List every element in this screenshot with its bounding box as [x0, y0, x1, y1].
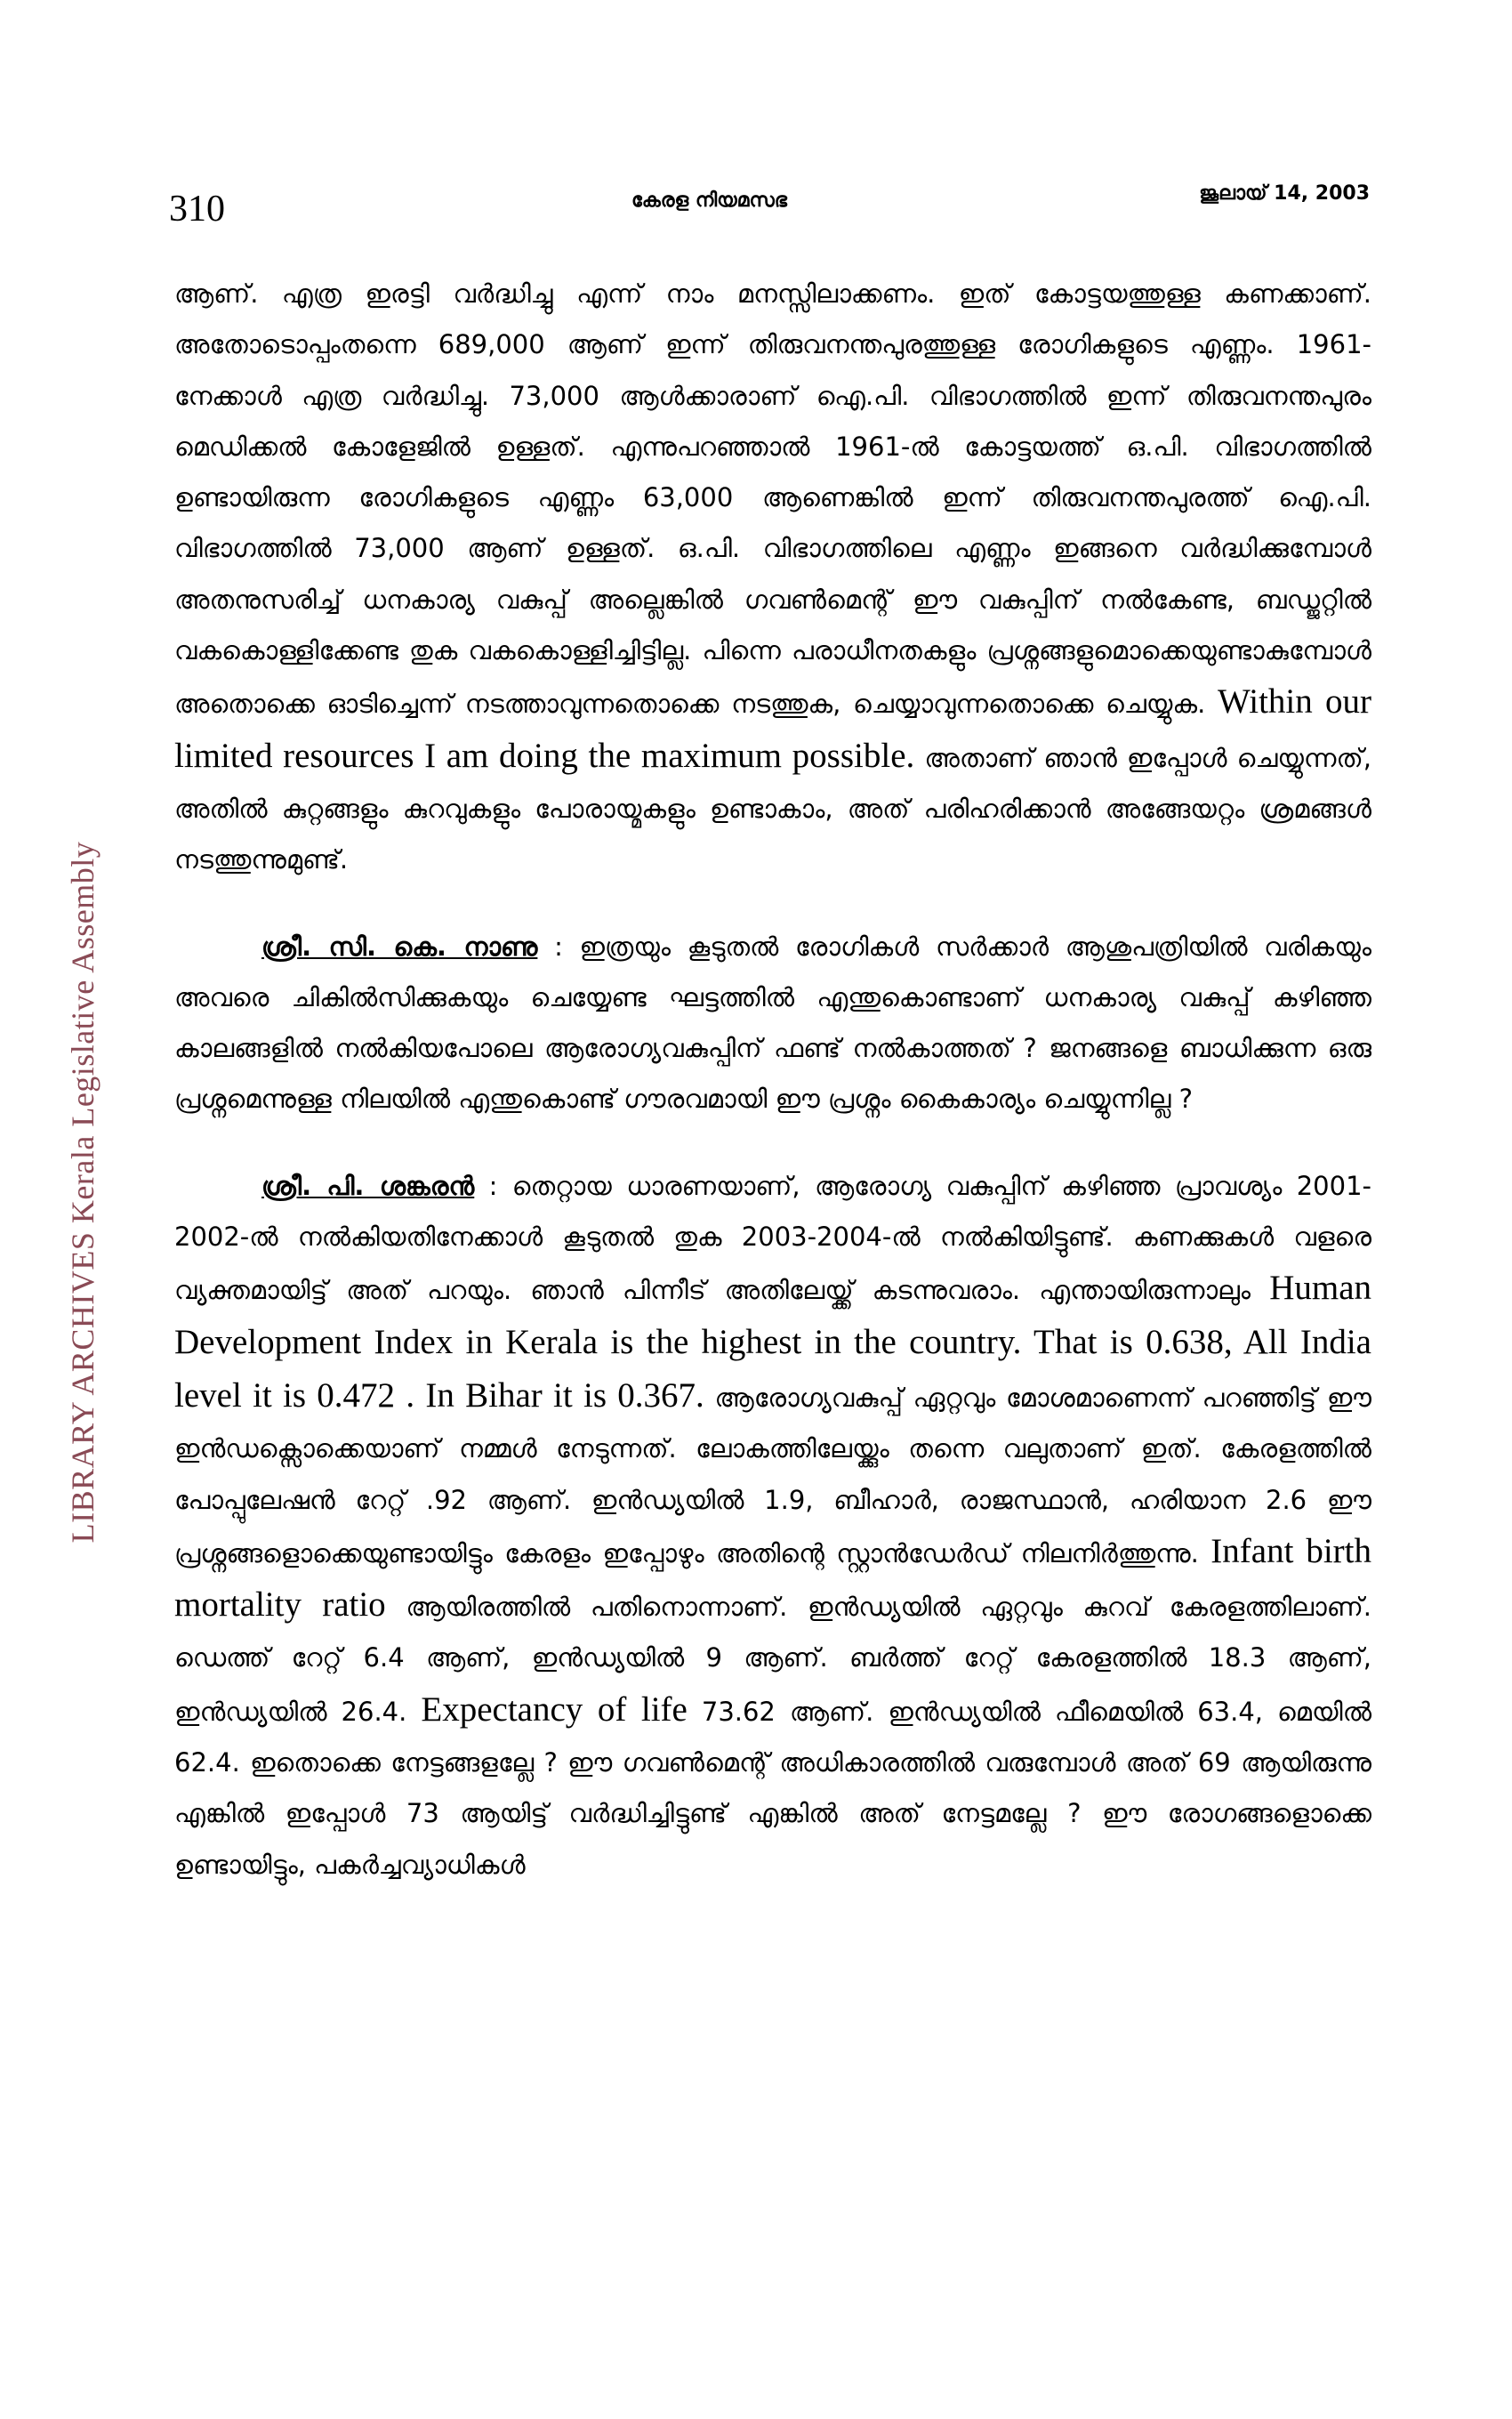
paragraph-1: [174, 269, 1371, 886]
speaker-name: ശ്രീ. പി. ശങ്കരൻ: [261, 1170, 475, 1201]
page-body: [174, 269, 1371, 1891]
paragraph-2: [174, 922, 1371, 1125]
text-segment: ആരോഗ്യവകുപ്പ് ഏറ്റവും മോശമാണെന്ന് പറഞ്ഞിട്ട് ഈ ഇൻഡക്സൊക്കെയാണ് നമ്മൾ നേടുന്നത്. ലോകത്തിലേയ്ക്കും തന്നെ വലുതാണ് ഇത്. കേരളത്തിൽ പോപ്പുലേഷൻ റേറ്റ് .92 ആണ്. ഇൻഡ്യയിൽ 1.9, ബീഹാർ, രാജസ്ഥാൻ, ഹരിയാന 2.6 ഈ പ്രശ്നങ്ങളൊക്കെയുണ്ടായിട്ടും കേരളം ഇപ്പോഴും അതിന്റെ സ്റ്റാൻഡേർഡ് നിലനിർത്തുന്നു.: [174, 1382, 1371, 1568]
english-text-segment: Within our limited resources I am doing the maximum possible.: [174, 682, 1371, 775]
running-title: കേരള നിയമസഭ: [631, 189, 787, 212]
text-segment: ആണ്. എത്ര ഇരട്ടി വർദ്ധിച്ചു എന്ന് നാം മനസ്സിലാക്കണം. ഇത് കോട്ടയത്തുള്ള കണക്കാണ്. അതോടൊപ്പംതന്നെ 689,000 ആണ് ഇന്ന് തിരുവനന്തപുരത്തുള്ള രോഗികളുടെ എണ്ണം. 1961-നേക്കാൾ എത്ര വർദ്ധിച്ചു. 73,000 ആൾക്കാരാണ് ഐ.പി. വിഭാഗത്തിൽ ഇന്ന് തിരുവനന്തപുരം മെഡിക്കൽ കോളേജിൽ ഉള്ളത്. എന്നുപറഞ്ഞാൽ 1961-ൽ കോട്ടയത്ത് ഒ.പി. വിഭാഗത്തിൽ ഉണ്ടായിരുന്ന രോഗികളുടെ എണ്ണം 63,000 ആണെങ്കിൽ ഇന്ന് തിരുവനന്തപുരത്ത് ഐ.പി. വിഭാഗത്തിൽ 73,000 ആണ് ഉള്ളത്. ഒ.പി. വിഭാഗത്തിലെ എണ്ണം ഇങ്ങനെ വർദ്ധിക്കുമ്പോൾ അതനുസരിച്ച് ധനകാര്യ വകുപ്പ് അല്ലെങ്കിൽ ഗവൺമെന്റ് ഈ വകുപ്പിന് നൽകേണ്ട, ബഡ്ജറ്റിൽ വകകൊള്ളിക്കേണ്ട തുക വകകൊള്ളിച്ചിട്ടില്ല. പിന്നെ പരാധീനതകളും പ്രശ്നങ്ങളുമൊക്കെയുണ്ടാകുമ്പോൾ അതൊക്കെ ഓടിച്ചെന്ന് നടത്താവുന്നതൊക്കെ നടത്തുക, ചെയ്യാവുന്നതൊക്കെ ചെയ്യുക.: [174, 278, 1371, 720]
text-segment: : ഇത്രയും കൂടുതൽ രോഗികൾ സർക്കാർ ആശുപത്രിയിൽ വരികയും അവരെ ചികിൽസിക്കുകയും ചെയ്യേണ്ട ഘട്ടത്തിൽ എന്തുകൊണ്ടാണ് ധനകാര്യ വകുപ്പ് കഴിഞ്ഞ കാലങ്ങളിൽ നൽകിയപോലെ ആരോഗ്യവകുപ്പിന് ഫണ്ട് നൽകാത്തത് ? ജനങ്ങളെ ബാധിക്കുന്ന ഒരു പ്രശ്നമെന്നുള്ള നിലയിൽ എന്തുകൊണ്ട് ഗൗരവമായി ഈ പ്രശ്നം കൈകാര്യം ചെയ്യുന്നില്ല ?: [174, 931, 1371, 1115]
archive-watermark: LIBRARY ARCHIVES Kerala Legislative Assembly: [65, 841, 101, 1544]
english-text-segment: Human Development Index in Kerala is the highest in the country. That is 0.638, All India level it is 0.472 . In Bihar it is 0.367.: [174, 1269, 1371, 1415]
text-segment: 73.62 ആണ്. ഇൻഡ്യയിൽ ഫീമെയിൽ 63.4, മെയിൽ 62.4. ഇതൊക്കെ നേട്ടങ്ങളല്ലേ ? ഈ ഗവൺമെന്റ് അധികാരത്തിൽ വരുമ്പോൾ അത് 69 ആയിരുന്നു എങ്കിൽ ഇപ്പോൾ 73 ആയിട്ട് വർദ്ധിച്ചിട്ടുണ്ട് എങ്കിൽ അത് നേട്ടമല്ലേ ? ഈ രോഗങ്ങളൊക്കെ ഉണ്ടായിട്ടും, പകർച്ചവ്യാധികൾ: [174, 1696, 1371, 1880]
text-segment: അതാണ് ഞാൻ ഇപ്പോൾ ചെയ്യുന്നത്, അതിൽ കുറ്റങ്ങളും കുറവുകളും പോരായ്മകളും ഉണ്ടാകാം, അത് പരിഹരിക്കാൻ അങ്ങേയറ്റം ശ്രമങ്ങൾ നടത്തുന്നുമുണ്ട്.: [174, 742, 1371, 875]
english-text-segment: Expectancy of life: [421, 1689, 688, 1729]
text-segment: : തെറ്റായ ധാരണയാണ്, ആരോഗ്യ വകുപ്പിന് കഴിഞ്ഞ പ്രാവശ്യം 2001-2002-ൽ നൽകിയതിനേക്കാൾ കൂടുതൽ തുക 2003-2004-ൽ നൽകിയിട്ടുണ്ട്. കണക്കുകൾ വളരെ വ്യക്തമായിട്ട് അത് പറയും. ഞാൻ പിന്നീട് അതിലേയ്ക്ക് കടന്നുവരാം. എന്തായിരുന്നാലും: [174, 1170, 1371, 1306]
english-text-segment: Infant birth mortality ratio: [174, 1531, 1371, 1625]
text-segment: ആയിരത്തിൽ പതിനൊന്നാണ്. ഇൻഡ്യയിൽ ഏറ്റവും കുറവ് കേരളത്തിലാണ്. ഡെത്ത് റേറ്റ് 6.4 ആണ്, ഇൻഡ്യയിൽ 9 ആണ്. ബർത്ത് റേറ്റ് കേരളത്തിൽ 18.3 ആണ്, ഇൻഡ്യയിൽ 26.4.: [174, 1592, 1371, 1727]
page-number: 310: [169, 189, 225, 230]
speaker-name: ശ്രീ. സി. കെ. നാണു: [261, 931, 538, 962]
running-date: ജൂലായ് 14, 2003: [1199, 182, 1370, 205]
page-header: [169, 173, 1370, 230]
paragraph-3: [174, 1161, 1371, 1891]
